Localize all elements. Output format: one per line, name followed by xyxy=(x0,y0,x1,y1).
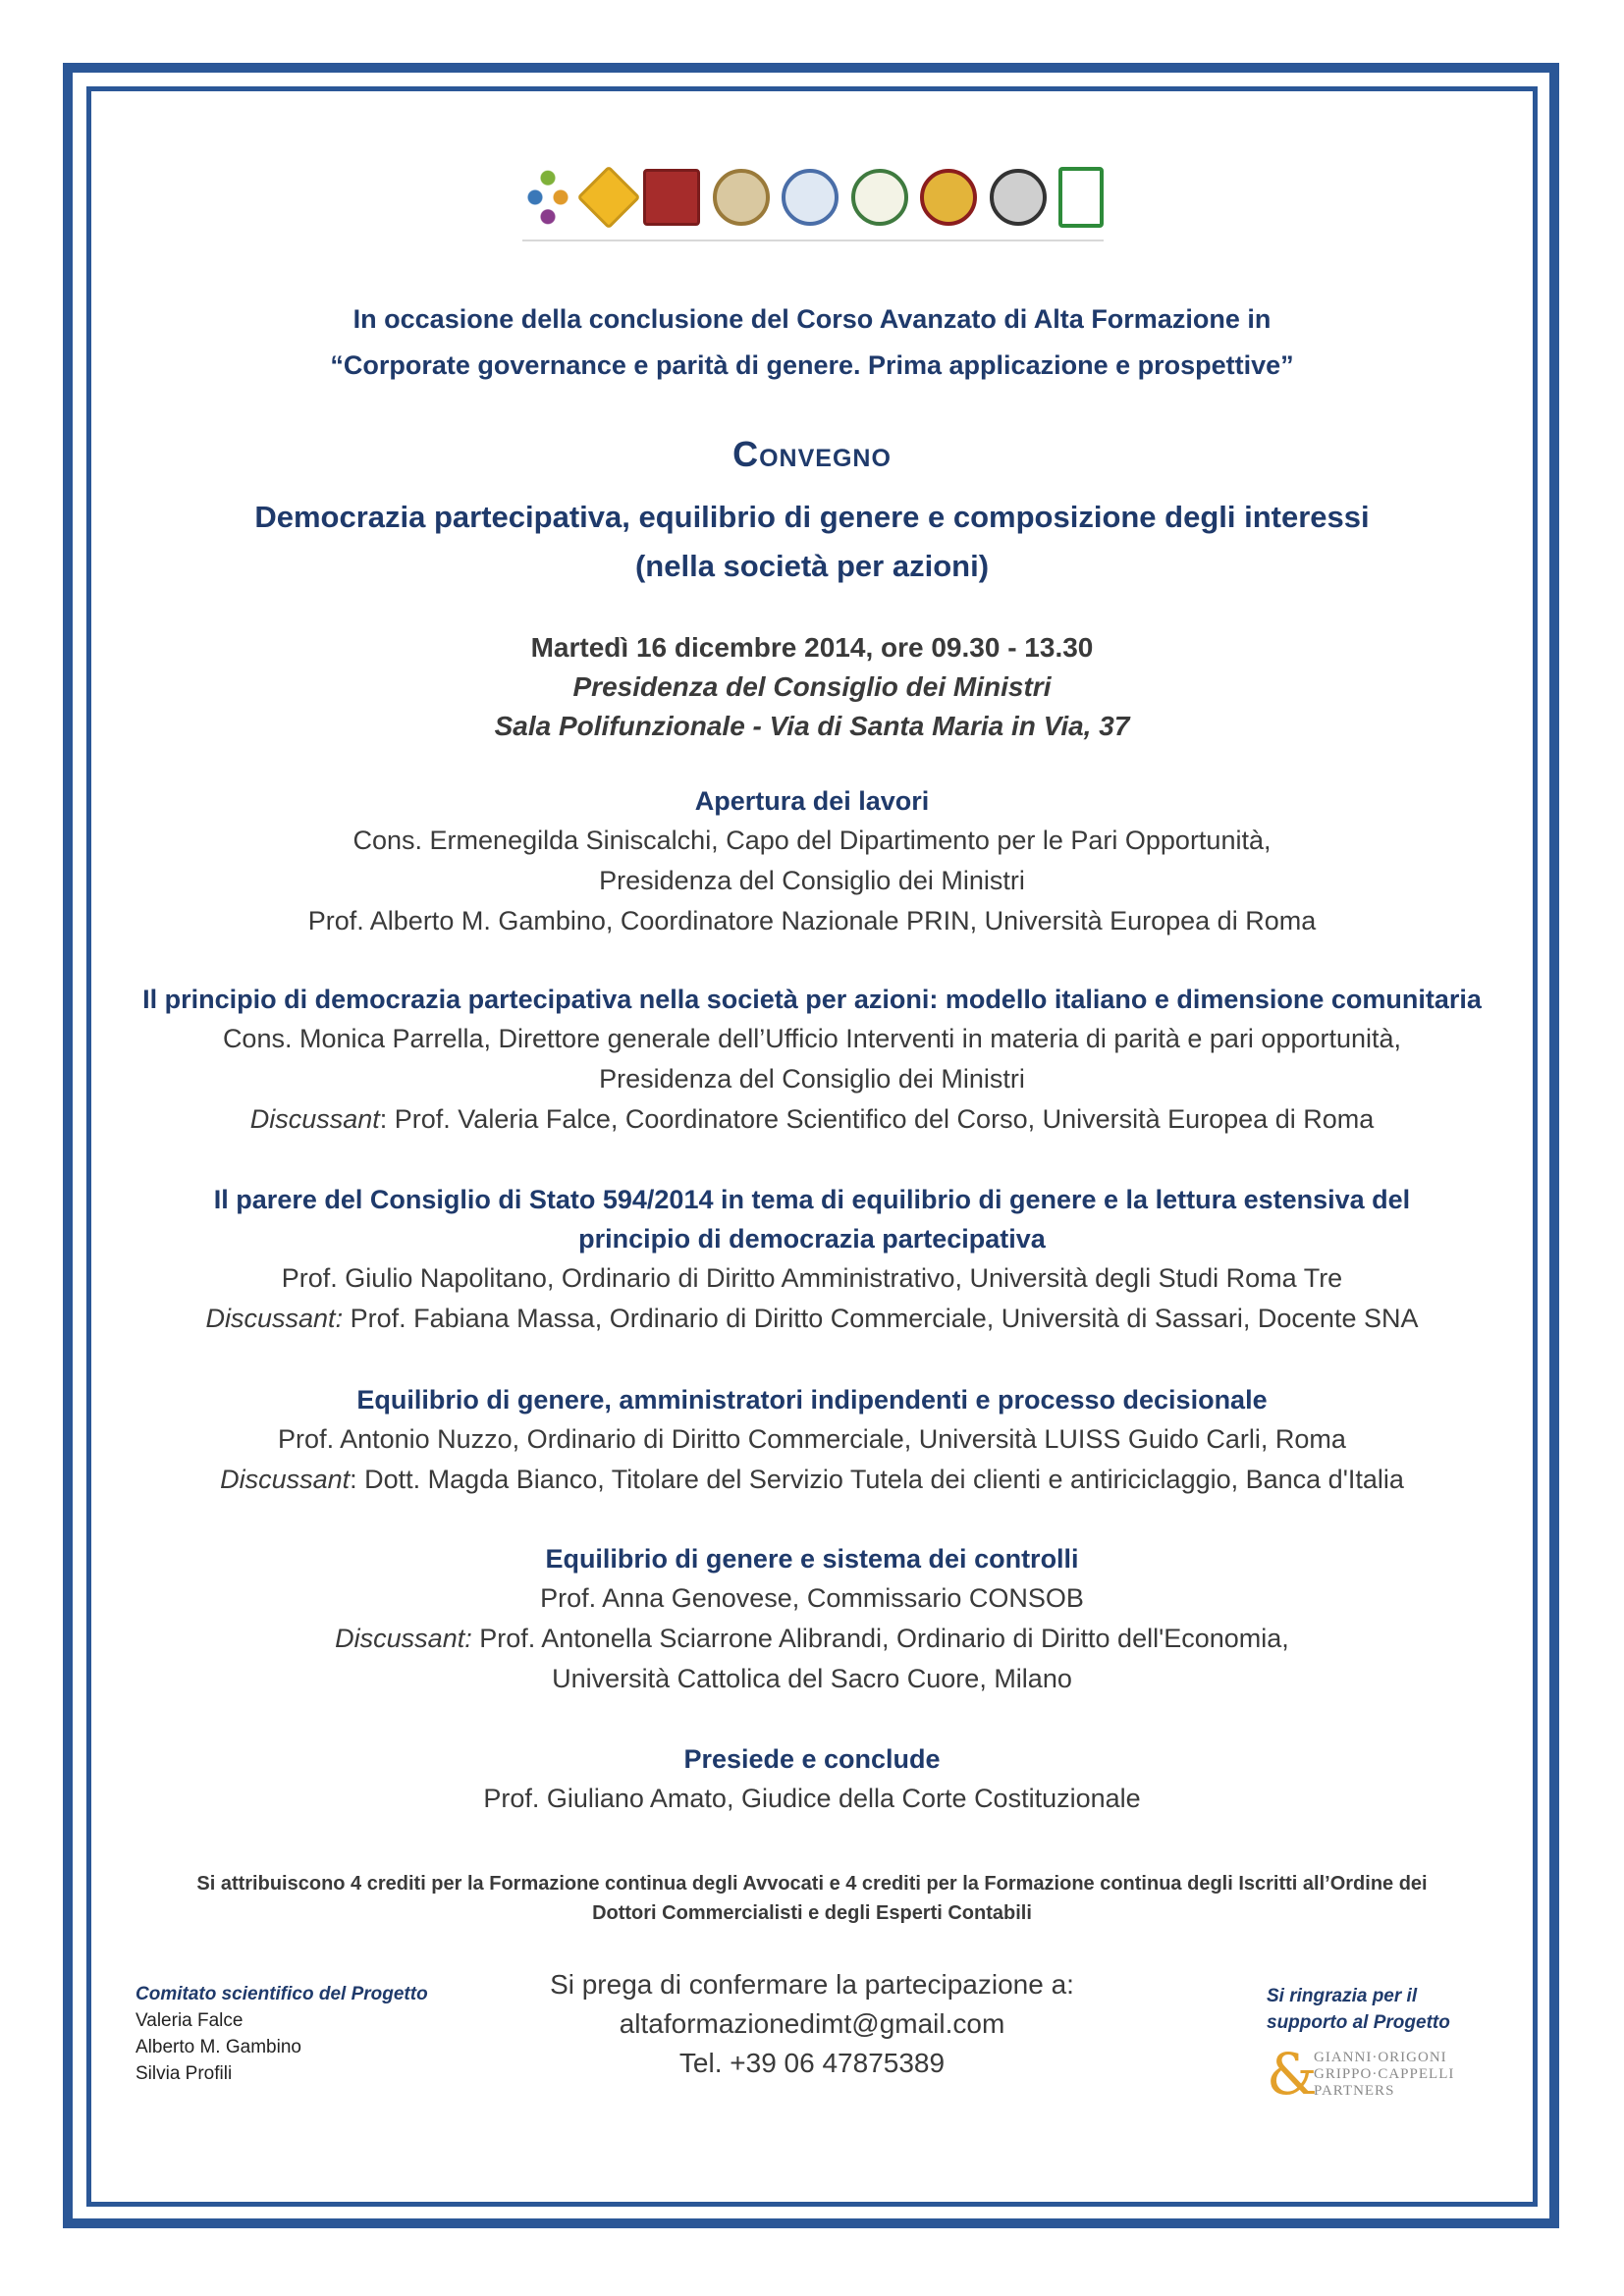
credits-line: Si attribuiscono 4 crediti per la Formazione continua degli Avvocati e 4 crediti per la Formazione continua degli Iscritti all’Ordine dei xyxy=(196,1873,1428,1895)
intro-text xyxy=(98,296,1526,389)
committee-block xyxy=(135,1981,528,2087)
section-conclusion xyxy=(98,1739,1526,1819)
credits-line: Dottori Commercialisti e degli Esperti Contabili xyxy=(592,1902,1032,1924)
section-heading: Il parere del Consiglio di Stato 594/2014 in tema di equilibrio di genere e la lettura estensiva del xyxy=(213,1185,1411,1214)
event-date: Martedì 16 dicembre 2014, ore 09.30 - 13.30 xyxy=(530,632,1094,663)
thanks-block xyxy=(1267,1983,1483,2108)
discussant-line xyxy=(98,1099,1526,1140)
partner-name-line: GIANNI·ORIGONI xyxy=(1314,2049,1447,2065)
discussant-label: Discussant: xyxy=(335,1624,472,1653)
section-heading: Apertura dei lavori xyxy=(694,786,930,816)
university-logo-2 xyxy=(576,165,640,229)
university-logo-9 xyxy=(1058,167,1104,228)
discussant-text: : Prof. Valeria Falce, Coordinatore Scientifico del Corso, Università Europea di Roma xyxy=(379,1104,1375,1134)
ampersand-icon: & xyxy=(1267,2041,1318,2108)
discussant-text: Prof. Antonella Sciarrone Alibrandi, Ordinario di Diritto dell'Economia, xyxy=(471,1624,1289,1653)
intro-line: “Corporate governance e parità di genere. Prima applicazione e prospettive” xyxy=(330,350,1294,380)
university-logo-5 xyxy=(782,169,839,226)
section-heading: Equilibrio di genere e sistema dei controlli xyxy=(545,1544,1079,1574)
section-heading: Il principio di democrazia partecipativa nella società per azioni: modello italiano e dimensione comunitaria xyxy=(142,985,1482,1014)
section-principle xyxy=(98,980,1526,1140)
discussant-line xyxy=(98,1619,1526,1659)
rsvp-email-link[interactable]: altaformazionedimt@gmail.com xyxy=(619,2008,1005,2039)
section-council xyxy=(98,1180,1526,1339)
logo-strip xyxy=(522,155,1104,241)
committee-member: Silvia Profili xyxy=(135,2063,233,2084)
event-venue: Presidenza del Consiglio dei Ministri xyxy=(572,671,1052,702)
discussant-label: Discussant xyxy=(249,1104,380,1134)
section-heading: Equilibrio di genere, amministratori indipendenti e processo decisionale xyxy=(356,1385,1268,1415)
credits-note xyxy=(98,1869,1526,1928)
thanks-line: Si ringrazia per il xyxy=(1267,1986,1418,2006)
section-line: Cons. Ermenegilda Siniscalchi, Capo del Dipartimento per le Pari Opportunità, xyxy=(352,826,1272,855)
section-line: Cons. Monica Parrella, Direttore generale dell’Ufficio Interventi in materia di parità e pari opportunità, xyxy=(222,1024,1402,1053)
discussant-line xyxy=(98,1460,1526,1500)
committee-member: Alberto M. Gambino xyxy=(135,2037,301,2057)
section-opening xyxy=(98,781,1526,941)
subtitle-line: Democrazia partecipativa, equilibrio di genere e composizione degli interessi xyxy=(254,500,1370,534)
section-line: Prof. Giuliano Amato, Giudice della Corte Costituzionale xyxy=(483,1784,1141,1813)
committee-heading: Comitato scientifico del Progetto xyxy=(135,1984,428,2004)
discussant-text: : Dott. Magda Bianco, Titolare del Servizio Tutela dei clienti e antiriciclaggio, Banca d'Italia xyxy=(350,1465,1404,1494)
discussant-label: Discussant xyxy=(220,1465,351,1494)
discussant-label: Discussant: xyxy=(205,1304,344,1333)
section-line: Prof. Antonio Nuzzo, Ordinario di Diritto Commerciale, Università LUISS Guido Carli, Roma xyxy=(278,1424,1346,1454)
university-logo-4 xyxy=(713,169,770,226)
university-logo-3 xyxy=(643,169,700,226)
thanks-line: supporto al Progetto xyxy=(1267,2012,1450,2033)
convegno-title: Convegno xyxy=(732,434,892,474)
university-logo-1 xyxy=(522,165,573,230)
partner-logo xyxy=(1267,2041,1483,2108)
section-line: Prof. Giulio Napolitano, Ordinario di Diritto Amministrativo, Università degli Studi Roma Tre xyxy=(281,1263,1343,1293)
rsvp-block xyxy=(511,1965,1113,2083)
event-address: Sala Polifunzionale - Via di Santa Maria in Via, 37 xyxy=(494,711,1130,741)
section-controls xyxy=(98,1539,1526,1699)
university-logo-8 xyxy=(990,169,1047,226)
section-independent xyxy=(98,1380,1526,1500)
section-line: Università Cattolica del Sacro Cuore, Milano xyxy=(552,1664,1072,1693)
section-line: Prof. Alberto M. Gambino, Coordinatore Nazionale PRIN, Università Europea di Roma xyxy=(307,906,1317,935)
university-logo-6 xyxy=(851,169,908,226)
discussant-text: Prof. Fabiana Massa, Ordinario di Diritto Commerciale, Università di Sassari, Docente SNA xyxy=(343,1304,1419,1333)
committee-member: Valeria Falce xyxy=(135,2010,244,2031)
discussant-line xyxy=(98,1299,1526,1339)
section-heading: principio di democrazia partecipativa xyxy=(578,1224,1046,1254)
section-heading: Presiede e conclude xyxy=(683,1744,941,1774)
partner-name xyxy=(1314,2050,1454,2100)
event-info xyxy=(98,628,1526,746)
rsvp-phone: Tel. +39 06 47875389 xyxy=(678,2048,946,2078)
rsvp-text: Si prega di confermare la partecipazione a: xyxy=(550,1969,1074,2000)
flyer-content xyxy=(98,98,1526,2195)
convegno-subtitle xyxy=(98,493,1526,591)
subtitle-line: (nella società per azioni) xyxy=(634,549,990,583)
intro-line: In occasione della conclusione del Corso Avanzato di Alta Formazione in xyxy=(352,304,1272,334)
section-line: Prof. Anna Genovese, Commissario CONSOB xyxy=(540,1583,1084,1613)
partner-name-line: GRIPPO·CAPPELLI xyxy=(1314,2065,1455,2082)
section-line: Presidenza del Consiglio dei Ministri xyxy=(599,866,1025,895)
section-line: Presidenza del Consiglio dei Ministri xyxy=(599,1064,1025,1094)
university-logo-7 xyxy=(920,169,977,226)
partner-name-line: PARTNERS xyxy=(1314,2082,1395,2099)
